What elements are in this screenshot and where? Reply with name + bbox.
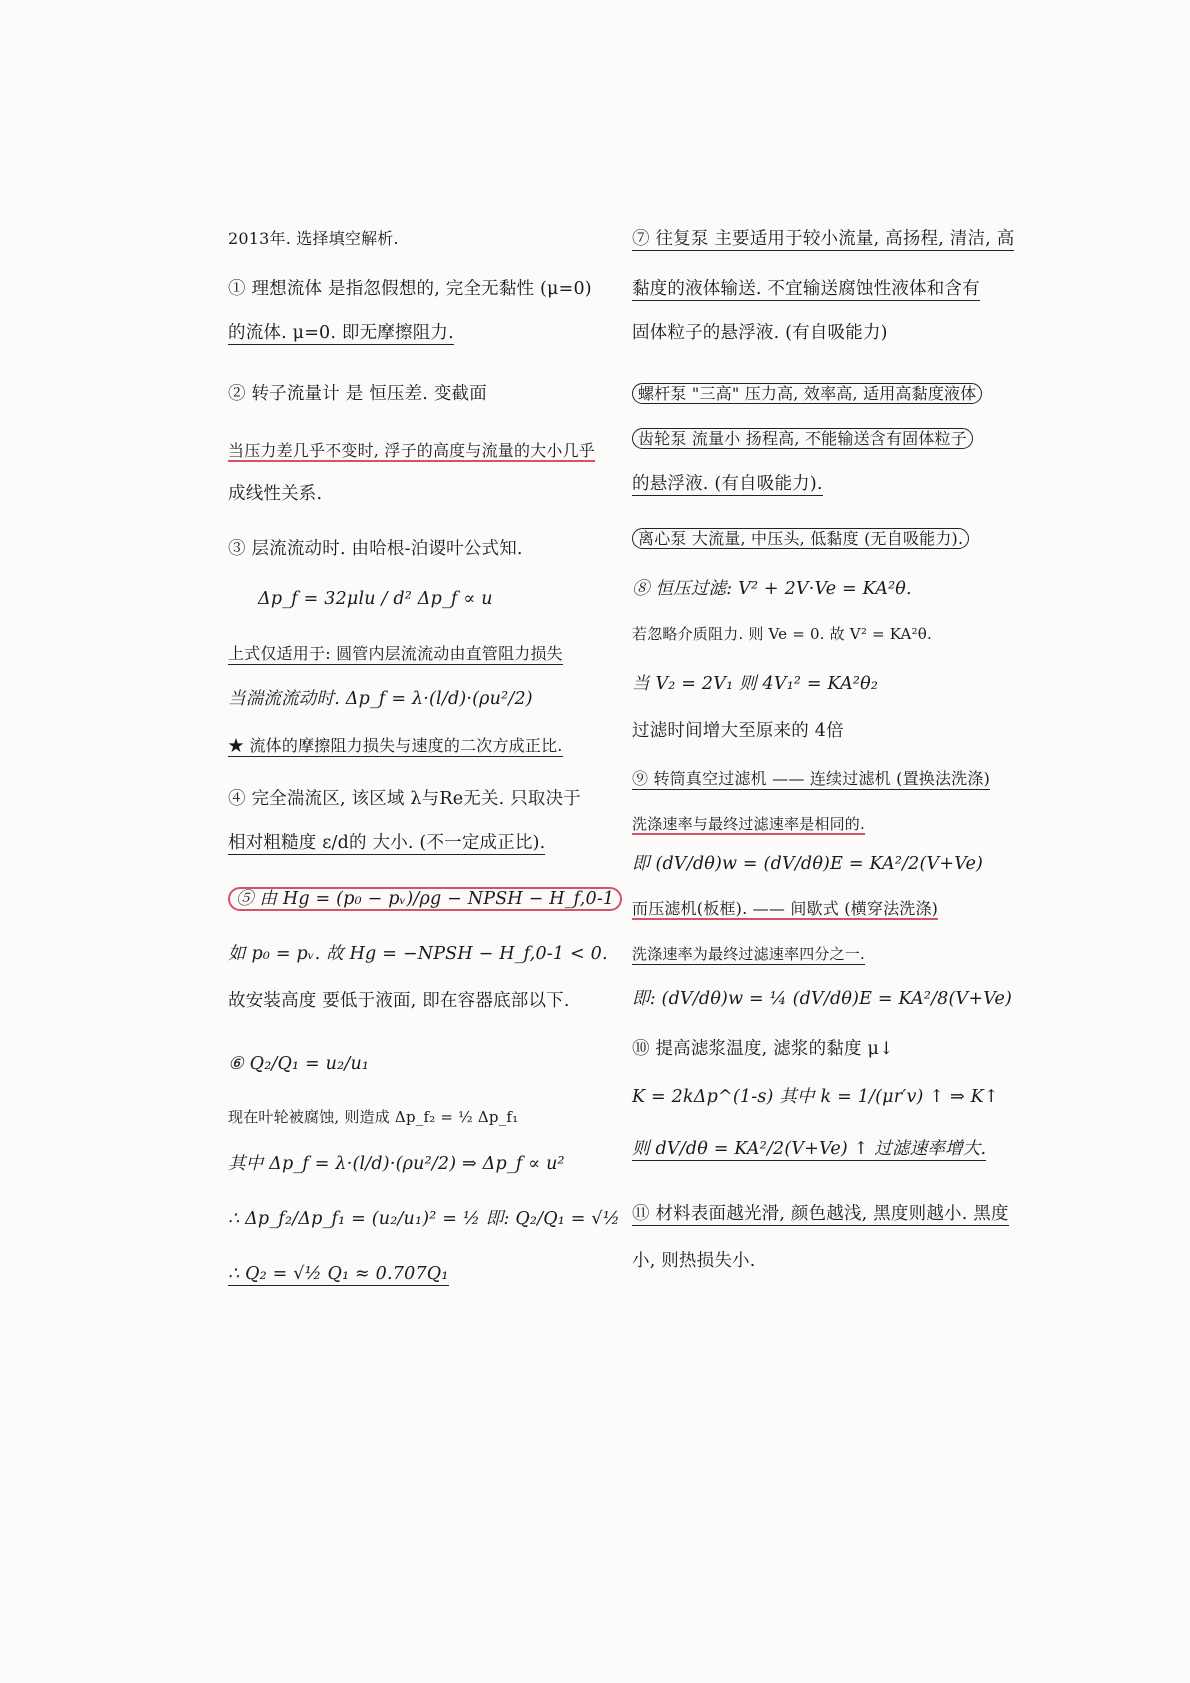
right-line-text: 则 dV/dθ = KA²/2(V+Ve) ↑ 过滤速率增大. (632, 1139, 987, 1159)
right-line (632, 1138, 986, 1160)
left-line (258, 588, 493, 610)
left-line-text: 其中 Δp_f = λ·(l/d)·(ρu²/2) ⇒ Δp_f ∝ u² (228, 1154, 565, 1174)
right-line (632, 1250, 756, 1272)
left-line (228, 990, 570, 1012)
left-line (228, 832, 545, 854)
right-line-text: 当 V₂ = 2V₁ 则 4V₁² = KA²θ₂ (632, 674, 879, 694)
right-line (632, 322, 888, 344)
right-line-text: 螺杆泵 "三高" 压力高, 效率高, 适用高黏度液体 (632, 383, 982, 404)
right-line-text: 即 (dV/dθ)w = (dV/dθ)E = KA²/2(V+Ve) (632, 854, 984, 874)
right-line-text: ⑧ 恒压过滤: V² + 2V·Ve = KA²θ. (632, 579, 912, 599)
left-line (228, 788, 581, 810)
left-line-text: 上式仅适用于: 圆管内层流流动由直管阻力损失 (228, 644, 563, 663)
left-line (228, 943, 608, 965)
right-line (632, 943, 865, 965)
right-line (632, 528, 969, 550)
right-line-text: 而压滤机(板框). —— 间歇式 (横穿法洗涤) (632, 899, 939, 918)
right-line-text: ⑦ 往复泵 主要适用于较小流量, 高扬程, 清洁, 高 (632, 229, 1015, 249)
left-line (228, 483, 322, 505)
right-line-text: 洗涤速率为最终过滤速率四分之一. (632, 945, 865, 963)
left-line (228, 1263, 449, 1285)
right-line (632, 898, 938, 920)
left-line-text: ⑤ 由 Hg = (p₀ − pᵥ)/ρg − NPSH − H_f,0-1 (228, 887, 622, 911)
right-line (632, 278, 980, 300)
right-line (632, 228, 1014, 250)
right-line-text: 的悬浮液. (有自吸能力). (632, 474, 823, 494)
left-line-text: 成线性关系. (228, 484, 323, 504)
right-line (632, 623, 932, 645)
left-line-text: 当湍流流动时. Δp_f = λ·(l/d)·(ρu²/2) (228, 689, 533, 709)
right-line (632, 578, 912, 600)
left-line-text: 2013年. 选择填空解析. (228, 229, 399, 248)
right-line (632, 988, 1012, 1010)
right-line (632, 1203, 1009, 1225)
left-line (228, 278, 592, 300)
right-line-text: 黏度的液体输送. 不宜输送腐蚀性液体和含有 (632, 279, 980, 299)
right-line-text: 齿轮泵 流量小 扬程高, 不能输送含有固体粒子 (632, 428, 973, 449)
left-line-text: ∴ Q₂ = √½ Q₁ ≈ 0.707Q₁ (228, 1264, 449, 1284)
left-line (228, 735, 563, 757)
left-line-text: ∴ Δp_f₂/Δp_f₁ = (u₂/u₁)² = ½ 即: Q₂/Q₁ = √½ (228, 1209, 620, 1229)
left-line-text: ★ 流体的摩擦阻力损失与速度的二次方成正比. (228, 736, 563, 755)
left-line (228, 1053, 369, 1075)
right-line (632, 720, 844, 742)
right-line-text: 若忽略介质阻力. 则 Ve = 0. 故 V² = KA²θ. (632, 625, 932, 643)
right-line (632, 383, 982, 405)
left-line-text: ① 理想流体 是指忽假想的, 完全无黏性 (μ=0) (228, 279, 592, 299)
left-line (228, 1106, 518, 1128)
right-line (632, 473, 823, 495)
right-line (632, 673, 878, 695)
left-line (228, 688, 533, 710)
left-line (228, 1208, 620, 1230)
left-line-text: 相对粗糙度 ε/d的 大小. (不一定成正比). (228, 833, 546, 853)
left-line (228, 538, 523, 560)
left-line (228, 322, 454, 344)
left-line-text: ② 转子流量计 是 恒压差. 变截面 (228, 384, 487, 404)
right-line-text: ⑪ 材料表面越光滑, 颜色越浅, 黑度则越小. 黑度 (632, 1204, 1009, 1224)
right-line-text: K = 2kΔp^(1-s) 其中 k = 1/(μr′v) ↑ ⇒ K↑ (632, 1087, 999, 1107)
right-line-text: 过滤时间增大至原来的 4倍 (632, 721, 844, 741)
left-line-text: Δp_f = 32μlu / d² Δp_f ∝ u (258, 589, 493, 609)
left-line-text: 现在叶轮被腐蚀, 则造成 Δp_f₂ = ½ Δp_f₁ (228, 1108, 519, 1126)
left-line (228, 383, 487, 405)
right-line-text: ⑨ 转筒真空过滤机 —— 连续过滤机 (置换法洗涤) (632, 769, 991, 788)
right-line-text: 固体粒子的悬浮液. (有自吸能力) (632, 323, 888, 343)
left-line (228, 440, 595, 462)
left-line-text: 当压力差几乎不变时, 浮子的高度与流量的大小几乎 (228, 441, 595, 460)
right-line-text: 洗涤速率与最终过滤速率是相同的. (632, 815, 865, 833)
right-line-text: ⑩ 提高滤浆温度, 滤浆的黏度 μ↓ (632, 1039, 894, 1059)
right-line-text: 离心泵 大流量, 中压头, 低黏度 (无自吸能力). (632, 528, 969, 549)
right-line (632, 813, 865, 835)
right-line-text: 即: (dV/dθ)w = ¼ (dV/dθ)E = KA²/8(V+Ve) (632, 989, 1013, 1009)
left-line (228, 643, 563, 665)
left-line (228, 228, 399, 250)
left-line-text: ⑥ Q₂/Q₁ = u₂/u₁ (228, 1054, 370, 1074)
right-line (632, 428, 973, 450)
left-line-text: 如 p₀ = pᵥ. 故 Hg = −NPSH − H_f,0-1 < 0. (228, 944, 608, 964)
right-line-text: 小, 则热损失小. (632, 1251, 756, 1271)
right-line (632, 853, 983, 875)
left-line (228, 1153, 565, 1175)
right-line (632, 1038, 894, 1060)
right-line (632, 1086, 999, 1108)
left-line-text: ③ 层流流动时. 由哈根-泊谡叶公式知. (228, 539, 523, 559)
left-line-text: ④ 完全湍流区, 该区域 λ与Re无关. 只取决于 (228, 789, 581, 809)
right-line (632, 768, 990, 790)
left-line-text: 故安装高度 要低于液面, 即在容器底部以下. (228, 991, 570, 1011)
left-line-text: 的流体. μ=0. 即无摩擦阻力. (228, 323, 454, 343)
left-line (228, 888, 622, 910)
